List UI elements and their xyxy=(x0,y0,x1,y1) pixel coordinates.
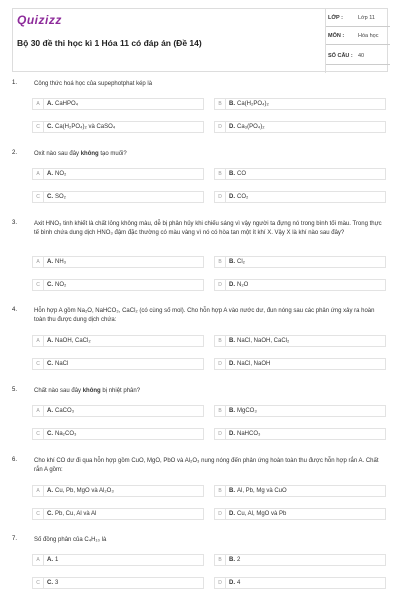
option-text: N₂O xyxy=(237,282,249,288)
option-text: 1 xyxy=(55,557,59,563)
option-badge: B xyxy=(215,406,226,416)
option-text: Cl₂ xyxy=(237,259,245,265)
option-badge: D xyxy=(215,578,226,588)
option-d[interactable] xyxy=(214,428,386,440)
option-text: NaOH, CaCl₂ xyxy=(55,338,91,344)
option-letter: A. xyxy=(47,171,53,177)
question-number: 1. xyxy=(12,80,18,86)
option-text: Cu, Al, MgO và Pb xyxy=(237,511,287,517)
meta-subject-row xyxy=(328,33,388,39)
option-letter: A. xyxy=(47,557,53,563)
option-letter: D. xyxy=(229,431,235,437)
option-d[interactable] xyxy=(214,577,386,589)
option-text: NO₂ xyxy=(55,171,67,177)
option-c[interactable] xyxy=(32,279,204,291)
option-letter: D. xyxy=(229,361,235,367)
question-text xyxy=(34,150,386,159)
meta-divider xyxy=(326,64,390,65)
option-text: 3 xyxy=(55,580,59,586)
question-text: Axit HNO₃ tinh khiết là chất lỏng không màu, dễ bị phân hủy khi chiếu sáng vì vậy người ta đựng nó trong bình tối màu. Trong thực tế bình chứa dung dịch HNO₃ đậm đặc thường có màu vàng vì nó có hòa tan một ít khí X. Vậy X là khí nào sau đây? xyxy=(34,221,382,236)
option-badge: A xyxy=(33,336,44,346)
option-b[interactable] xyxy=(214,168,386,180)
option-letter: B. xyxy=(229,101,235,107)
question-number: 2. xyxy=(12,150,18,156)
option-text: 4 xyxy=(237,580,241,586)
option-badge: D xyxy=(215,280,226,290)
option-c[interactable] xyxy=(32,358,204,370)
option-c[interactable] xyxy=(32,577,204,589)
option-badge: B xyxy=(215,99,226,109)
option-letter: A. xyxy=(47,408,53,414)
option-a[interactable] xyxy=(32,335,204,347)
option-c[interactable] xyxy=(32,508,204,520)
option-badge: A xyxy=(33,486,44,496)
meta-class-key: LỚP : xyxy=(328,15,343,21)
question-number: 5. xyxy=(12,387,18,393)
option-badge: C xyxy=(33,192,44,202)
meta-count-key: SỐ CÂU : xyxy=(328,53,353,59)
option-a[interactable] xyxy=(32,98,204,110)
option-d[interactable] xyxy=(214,358,386,370)
option-a[interactable] xyxy=(32,485,204,497)
option-text: 2 xyxy=(237,557,241,563)
option-text: NaCl, NaOH, CaCl₂ xyxy=(237,338,290,344)
option-text: Cu, Pb, MgO và Al₂O₃ xyxy=(55,488,114,494)
option-b[interactable] xyxy=(214,256,386,268)
option-letter: C. xyxy=(47,580,53,586)
question-text: Công thức hoá học của supephotphat kép là xyxy=(34,81,153,87)
option-a[interactable] xyxy=(32,256,204,268)
option-text: Ca₃(PO₄)₂ xyxy=(237,124,265,130)
option-letter: A. xyxy=(47,101,53,107)
option-badge: C xyxy=(33,359,44,369)
option-text: Ca(H₂PO₄)₂ và CaSO₄ xyxy=(55,124,116,130)
option-letter: C. xyxy=(47,194,53,200)
option-text: Ca(H₂PO₄)₂ xyxy=(237,101,269,107)
meta-class-row xyxy=(328,15,388,21)
option-badge: C xyxy=(33,509,44,519)
option-badge: C xyxy=(33,122,44,132)
option-letter: D. xyxy=(229,511,235,517)
meta-class-value: Lớp 11 xyxy=(358,15,375,21)
worksheet-title: Bộ 30 đề thi học kì 1 Hóa 11 có đáp án (Đề 14) xyxy=(17,38,202,48)
option-badge: C xyxy=(33,429,44,439)
option-letter: D. xyxy=(229,282,235,288)
option-text: Na₂CO₃ xyxy=(55,431,77,437)
option-letter: B. xyxy=(229,259,235,265)
option-letter: B. xyxy=(229,408,235,414)
option-badge: B xyxy=(215,257,226,267)
question-text-post: tạo muối? xyxy=(98,151,127,157)
option-text: CaCO₃ xyxy=(55,408,75,414)
quizizz-logo: Quizizz xyxy=(17,13,62,27)
question-text-post: bị nhiệt phân? xyxy=(100,388,141,394)
option-badge: A xyxy=(33,99,44,109)
option-badge: A xyxy=(33,406,44,416)
option-text: Pb, Cu, Al và Al xyxy=(55,511,97,517)
option-letter: C. xyxy=(47,511,53,517)
option-badge: A xyxy=(33,257,44,267)
option-letter: D. xyxy=(229,194,235,200)
meta-subject-value: Hóa học xyxy=(358,33,379,39)
question-text: Hỗn hợp A gồm Na₂O, NaHCO₃, CaCl₂ (có cùng số mol). Cho hỗn hợp A vào nước dư, đun nóng sau các phản ứng xảy ra hoàn toàn thu được dung dịch chứa: xyxy=(34,308,375,323)
question-text: Cho khí CO dư đi qua hỗn hợp gồm CuO, MgO, PbO và Al₂O₃ nung nóng đến phản ứng hoàn toàn thu được hỗn hợp rắn A. Chất rắn A gồm: xyxy=(34,458,379,473)
question-text-bold: không xyxy=(82,388,101,394)
option-b[interactable] xyxy=(214,405,386,417)
option-badge: A xyxy=(33,555,44,565)
option-b[interactable] xyxy=(214,335,386,347)
option-a[interactable] xyxy=(32,168,204,180)
option-badge: D xyxy=(215,359,226,369)
option-letter: D. xyxy=(229,580,235,586)
option-text: NO₂ xyxy=(55,282,67,288)
question-text: Số đồng phân của C₄H₁₀ là xyxy=(34,537,107,543)
option-badge: D xyxy=(215,122,226,132)
option-badge: B xyxy=(215,336,226,346)
question-number: 7. xyxy=(12,536,18,542)
option-letter: A. xyxy=(47,259,53,265)
option-letter: C. xyxy=(47,431,53,437)
option-letter: C. xyxy=(47,361,53,367)
option-badge: D xyxy=(215,429,226,439)
option-c[interactable] xyxy=(32,428,204,440)
option-d[interactable] xyxy=(214,279,386,291)
option-badge: D xyxy=(215,192,226,202)
worksheet-header xyxy=(12,8,388,72)
meta-count-value: 40 xyxy=(358,53,365,59)
option-text: NaHCO₃ xyxy=(237,431,261,437)
option-letter: C. xyxy=(47,124,53,130)
option-badge: C xyxy=(33,578,44,588)
meta-panel xyxy=(325,9,389,73)
question-text xyxy=(34,387,386,396)
question-text-bold: không xyxy=(80,151,99,157)
question-text-pre: Chất nào sau đây xyxy=(34,388,83,394)
option-b[interactable] xyxy=(214,485,386,497)
option-letter: A. xyxy=(47,338,53,344)
option-text: CO xyxy=(237,171,246,177)
option-text: NaCl, NaOH xyxy=(237,361,271,367)
question-text-pre: Oxit nào sau đây xyxy=(34,151,81,157)
option-badge: A xyxy=(33,169,44,179)
question-number: 6. xyxy=(12,457,18,463)
option-badge: B xyxy=(215,555,226,565)
option-badge: C xyxy=(33,280,44,290)
option-text: NH₃ xyxy=(55,259,67,265)
option-badge: D xyxy=(215,509,226,519)
meta-divider xyxy=(326,26,390,27)
option-text: CO₂ xyxy=(237,194,249,200)
question-number: 3. xyxy=(12,220,18,226)
option-text: NaCl xyxy=(55,361,69,367)
option-badge: B xyxy=(215,486,226,496)
option-c[interactable] xyxy=(32,121,204,133)
option-a[interactable] xyxy=(32,554,204,566)
option-text: MgCO₃ xyxy=(237,408,257,414)
option-letter: B. xyxy=(229,488,235,494)
option-a[interactable] xyxy=(32,405,204,417)
option-badge: B xyxy=(215,169,226,179)
option-d[interactable] xyxy=(214,191,386,203)
meta-subject-key: MÔN : xyxy=(328,33,345,39)
option-letter: A. xyxy=(47,488,53,494)
option-letter: B. xyxy=(229,338,235,344)
option-c[interactable] xyxy=(32,191,204,203)
option-letter: B. xyxy=(229,171,235,177)
option-d[interactable] xyxy=(214,121,386,133)
option-letter: B. xyxy=(229,557,235,563)
option-text: SO₂ xyxy=(55,194,66,200)
meta-divider xyxy=(326,44,390,45)
question-number: 4. xyxy=(12,307,18,313)
option-letter: C. xyxy=(47,282,53,288)
option-text: CaHPO₄ xyxy=(55,101,79,107)
meta-count-row xyxy=(328,53,388,59)
option-letter: D. xyxy=(229,124,235,130)
option-b[interactable] xyxy=(214,98,386,110)
option-d[interactable] xyxy=(214,508,386,520)
option-text: Al, Pb, Mg và CuO xyxy=(237,488,287,494)
option-b[interactable] xyxy=(214,554,386,566)
